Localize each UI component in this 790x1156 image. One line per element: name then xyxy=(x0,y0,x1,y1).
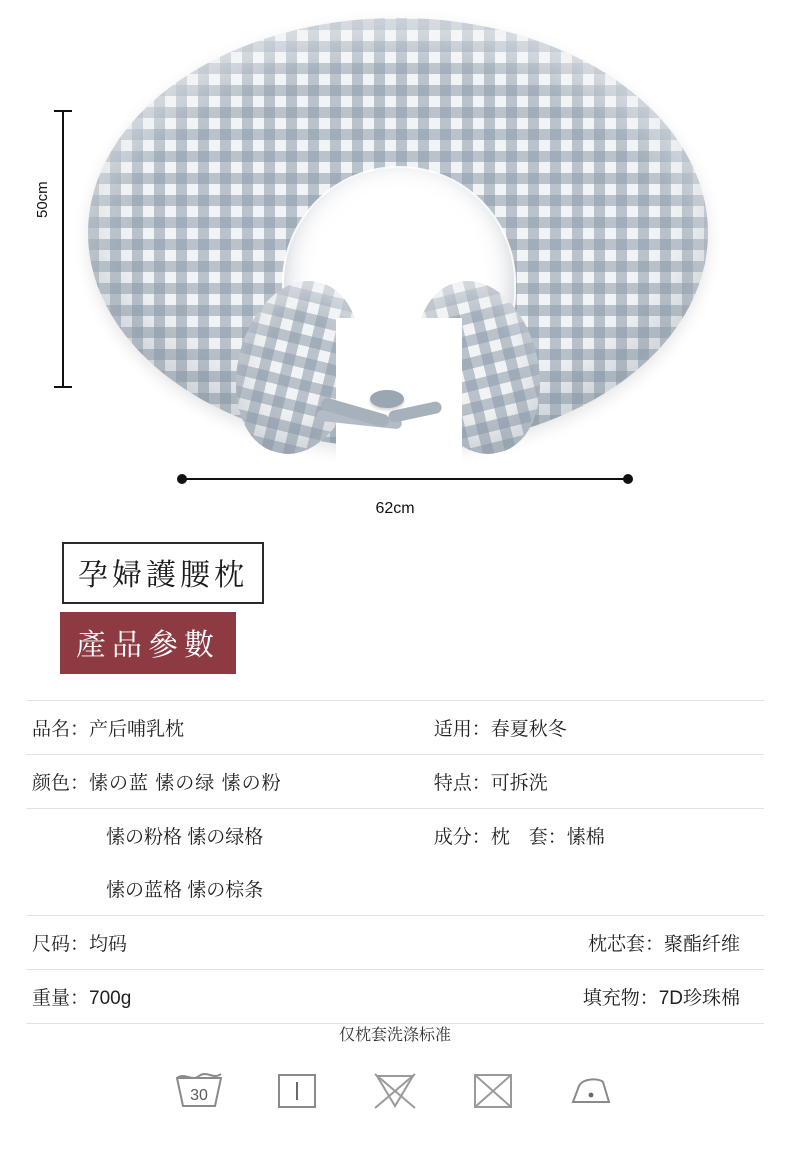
spec-value: 愫の蓝 愫の绿 愫の粉 xyxy=(89,773,282,794)
svg-text:30: 30 xyxy=(190,1087,208,1104)
spec-cell-left xyxy=(26,701,410,755)
table-row xyxy=(26,970,764,1024)
height-dimension-label: 50cm xyxy=(34,181,51,218)
page-title: 孕婦護腰枕 xyxy=(62,542,264,604)
spec-value: 可拆洗 xyxy=(490,773,548,794)
spec-value: 愫の粉格 愫の绿格 xyxy=(106,827,264,848)
table-row xyxy=(26,755,764,809)
spec-label: 重量： xyxy=(32,988,90,1009)
spec-value: 填充物：7D珍珠棉 xyxy=(582,988,740,1009)
no-dry-clean-icon xyxy=(465,1062,521,1112)
spec-value: 均码 xyxy=(89,934,128,955)
no-tumble-dry-icon xyxy=(367,1062,423,1112)
spec-value: 春夏秋冬 xyxy=(490,719,567,740)
care-instructions-title: 仅枕套洗涤标准 xyxy=(338,1027,451,1044)
height-dimension-line xyxy=(62,110,64,388)
table-row xyxy=(26,916,764,970)
spec-label: 成分： xyxy=(433,827,491,848)
spec-value: 枕 套：愫棉 xyxy=(490,827,605,848)
spec-cell-right xyxy=(410,809,764,863)
spec-cell-left xyxy=(26,916,410,970)
spec-cell-right xyxy=(410,862,764,916)
spec-cell-left xyxy=(26,755,410,809)
iron-low-icon xyxy=(563,1062,619,1112)
table-row xyxy=(26,809,764,863)
spec-label: 特点： xyxy=(433,773,491,794)
spec-cell-left xyxy=(26,809,410,863)
width-dimension-line xyxy=(182,478,628,480)
spec-value: 枕芯套：聚酯纤维 xyxy=(587,934,740,955)
pillow-tie-knot xyxy=(370,390,404,408)
spec-cell-left xyxy=(26,862,410,916)
table-row xyxy=(26,701,764,755)
u-shaped-nursing-pillow-image xyxy=(88,18,708,468)
product-image-section xyxy=(0,0,790,520)
spec-cell-right xyxy=(410,755,764,809)
care-icons-row xyxy=(0,1062,790,1112)
spec-label: 颜色： xyxy=(32,773,90,794)
spec-value: 愫の蓝格 愫の棕条 xyxy=(106,880,264,901)
bleach-not-allowed-icon xyxy=(269,1062,325,1112)
spec-cell-right xyxy=(410,701,764,755)
section-heading-specs: 產品參數 xyxy=(60,612,236,674)
table-row xyxy=(26,862,764,916)
spec-label: 尺码： xyxy=(32,934,90,955)
spec-value: 700g xyxy=(89,988,132,1009)
spec-value: 产后哺乳枕 xyxy=(89,719,185,740)
spec-label: 适用： xyxy=(433,719,491,740)
spec-cell-right xyxy=(410,916,764,970)
specifications-table xyxy=(26,700,764,1024)
spec-label: 品名： xyxy=(32,719,90,740)
wash-30-icon xyxy=(171,1062,227,1112)
width-dimension-label: 62cm xyxy=(375,500,415,517)
spec-cell-right xyxy=(410,970,764,1024)
spec-cell-left xyxy=(26,970,410,1024)
